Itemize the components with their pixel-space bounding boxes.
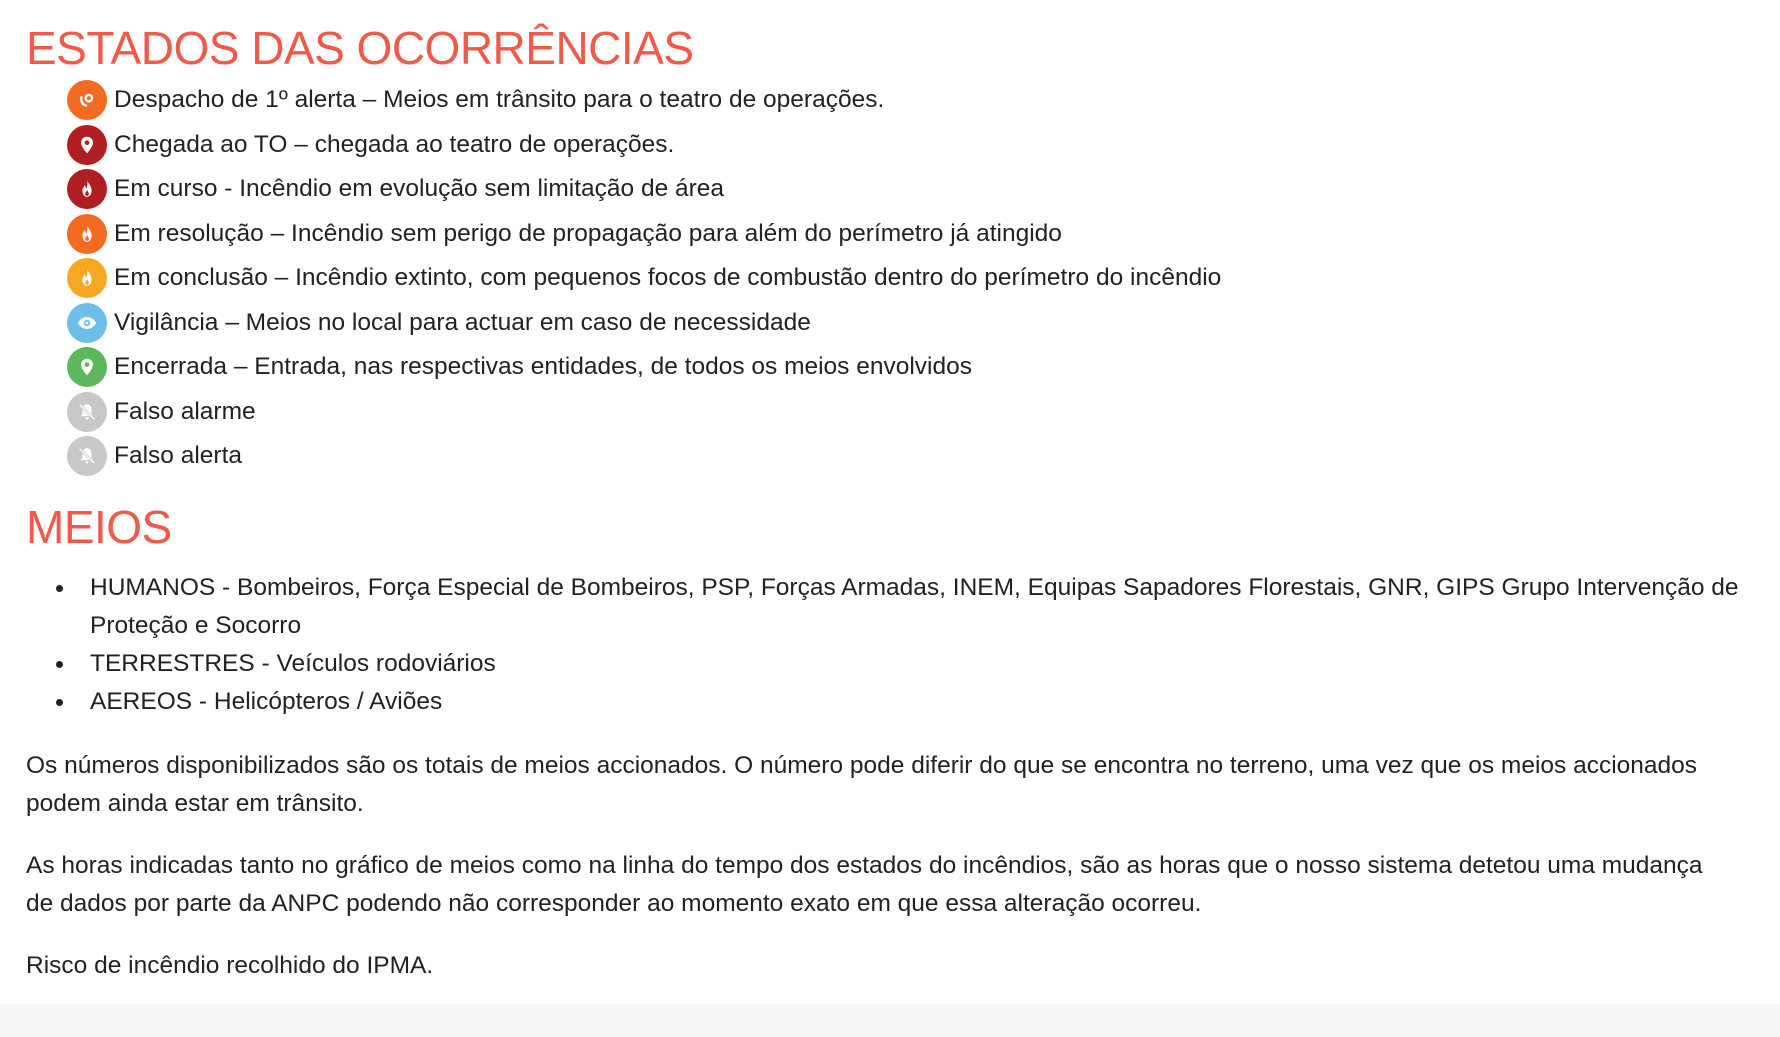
states-list — [67, 78, 1736, 479]
state-label: Em resolução – Incêndio sem perigo de propagação para além do perímetro já atingido — [114, 219, 1062, 247]
state-label: Vigilância – Meios no local para actuar em caso de necessidade — [114, 308, 811, 336]
state-item-false-alert — [67, 434, 1736, 479]
means-item-human: HUMANOS - Bombeiros, Força Especial de Bombeiros, PSP, Forças Armadas, INEM, Equipas Sapadores Florestais, GNR, GIPS Grupo Intervenção de Proteção e Socorro — [90, 569, 1750, 645]
state-item-arrival — [67, 123, 1736, 168]
eye-icon — [67, 303, 107, 343]
location-pin-icon — [67, 347, 107, 387]
state-item-resolution — [67, 212, 1736, 257]
state-label: Despacho de 1º alerta – Meios em trânsito para o teatro de operações. — [114, 86, 885, 114]
state-label: Falso alarme — [114, 397, 256, 425]
state-item-conclusion — [67, 256, 1736, 301]
state-label: Encerrada – Entrada, nas respectivas entidades, de todos os meios envolvidos — [114, 353, 973, 381]
note-timestamps: As horas indicadas tanto no gráfico de meios como na linha do tempo dos estados do incêndios, são as horas que o nosso sistema detetou uma mudança de dados por parte da ANPC podendo não corresponder ao momento exato em que essa alteração ocorreu. — [26, 851, 1703, 917]
dispatch-icon — [67, 80, 107, 120]
means-item-ground: TERRESTRES - Veículos rodoviários — [90, 645, 1750, 683]
states-section-title: ESTADOS DAS OCORRÊNCIAS — [26, 22, 694, 74]
flame-icon — [67, 258, 107, 298]
means-item-air: AEREOS - Helicópteros / Aviões — [90, 683, 1750, 721]
state-item-surveillance — [67, 301, 1736, 346]
state-label: Em curso - Incêndio em evolução sem limitação de área — [114, 175, 725, 203]
location-pin-icon — [67, 125, 107, 165]
footer-band — [0, 1004, 1780, 1037]
state-label: Chegada ao TO – chegada ao teatro de operações. — [114, 130, 675, 158]
page-content — [26, 20, 1739, 985]
state-item-false-alarm — [67, 390, 1736, 435]
bell-off-icon — [67, 436, 107, 476]
state-item-in-progress — [67, 167, 1736, 212]
note-fire-risk-source: Risco de incêndio recolhido do IPMA. — [26, 951, 434, 979]
means-section-title: MEIOS — [26, 500, 172, 553]
state-label: Em conclusão – Incêndio extinto, com pequenos focos de combustão dentro do perímetro do incêndio — [114, 264, 1222, 292]
flame-icon — [67, 169, 107, 209]
bell-off-icon — [67, 392, 107, 432]
state-item-closed — [67, 345, 1736, 390]
means-list — [90, 569, 1750, 721]
flame-icon — [67, 214, 107, 254]
state-label: Falso alerta — [114, 442, 243, 470]
note-means-totals: Os números disponibilizados são os totais de meios accionados. O número pode diferir do que se encontra no terreno, uma vez que os meios accionados podem ainda estar em trânsito. — [26, 751, 1698, 817]
state-item-dispatch — [67, 78, 1736, 123]
